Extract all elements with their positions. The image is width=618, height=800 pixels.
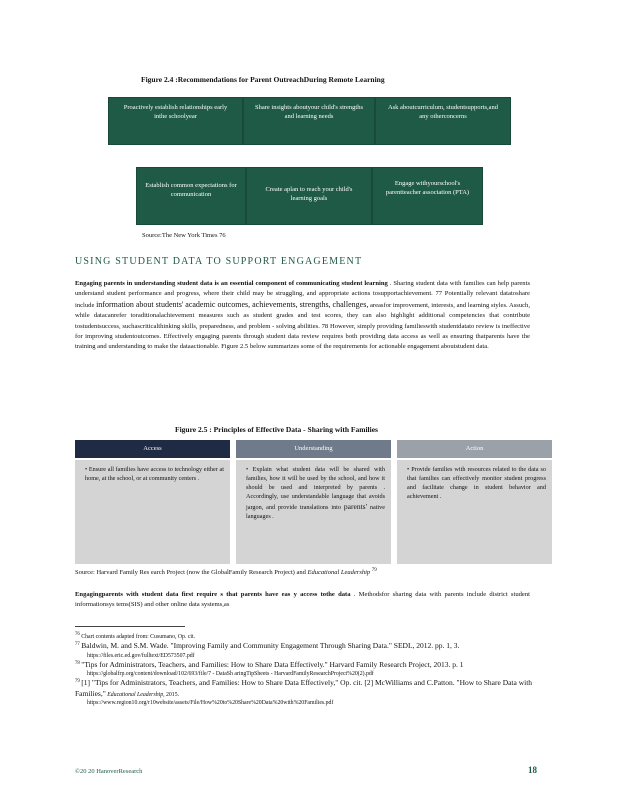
footnote-url[interactable]: https://files.eric.ed.gov/fulltext/ED573507.pdf: [87, 652, 195, 659]
column-body-understanding: [236, 460, 391, 564]
footnote: [75, 678, 535, 707]
footnote-citation: "Tips for Administrators, Teachers, and Families: How to Share Data Effectively." Harvard Family Research Project, 2013. p. 1: [81, 659, 464, 669]
paragraph-lead: Engagingparents with student data first require s that parents have eas y access tothe data: [75, 591, 351, 598]
column-header-understanding: Understanding: [236, 440, 391, 458]
footnote: [75, 660, 535, 679]
footnote-citation: Baldwin, M. and S.M. Wade. "Improving Family and Community Engagement Through Sharing Data." SEDL, 2012. pp. 1, 3.: [81, 641, 460, 651]
figure-2-4-box: Share insights aboutyour child's strengths and learning needs: [243, 97, 375, 145]
footnote-italic: Educational Leadership: [107, 691, 164, 698]
section-heading: USING STUDENT DATA TO SUPPORT ENGAGEMENT: [75, 256, 363, 267]
footer-copyright: ©20 20 HanoverResearch: [75, 768, 143, 775]
figure-2-4-box: Create aplan to reach your child's learning goals: [246, 167, 372, 225]
paragraph-text: . Sharing student data with families can help parents understand student performance and progress, where their child may be struggling, and appropriate actions tosupportachievement. 77 Potentially relevant datatoshare include: [75, 280, 531, 309]
footnote: [75, 632, 535, 641]
figure-2-5-source: [75, 568, 377, 576]
paragraph-emphasis: information about students' academic outcomes, achievements, strengths, challenges,: [96, 299, 369, 309]
footnote-tail: , 2015.: [163, 691, 180, 698]
footnote-number: 79: [75, 679, 80, 685]
column-header-access: Access: [75, 440, 230, 458]
footnote-divider: [75, 626, 185, 627]
column-header-action: Action: [397, 440, 552, 458]
figure-2-5-title: Figure 2.5 : Principles of Effective Data - Sharing with Families: [175, 425, 378, 434]
figure-2-4-box: Engage withyourschool's parentteacher association (PTA): [372, 167, 483, 225]
figure-2-4-box: Establish common expectations for communication: [136, 167, 246, 225]
figure-2-4-box: Ask aboutcurriculum, studentsupports,and any otherconcerns: [375, 97, 511, 145]
column-text: • Explain what student data will be shared with families, how it will be used by the school, and how it should be used and interpreted by parents . Accordingly, use understandable language that avoids jargon, and provide translations into: [246, 466, 385, 511]
column-text-emphasis: parents': [343, 501, 367, 511]
footnote-citation: [1] "Tips for Administrators, Teachers, and Families: How to Share Data Effectively," Op. cit. [2] McWilliams and C.Patton. "How to Share Data with Families,": [75, 678, 533, 698]
footnote-text: Chart contents adapted from: Cusumano, Op. cit.: [81, 633, 196, 640]
figure-2-4-title: Figure 2.4 :Recommendations for Parent OutreachDuring Remote Learning: [141, 75, 385, 84]
figure-2-4-source: Source:The New York Times 76: [142, 232, 226, 239]
footnote: [75, 641, 535, 660]
source-text: Source: Harvard Family Res earch Project (now the GlobalFamily Research Project) and: [75, 569, 306, 577]
paragraph-text: . Methodsfor sharing data with parents include district student informationsys tems(SIS) and other online data systems,as: [75, 591, 530, 609]
column-body-action: • Provide families with resources related to the data so that families can effectively monitor student progress and facilitate change in student behavior and achievement .: [397, 460, 552, 564]
footnote-number: 78: [75, 660, 80, 666]
body-paragraph: [75, 279, 530, 353]
footnotes: [75, 632, 535, 707]
paragraph-lead: Engaging parents in understanding student data is an essential component of communicating student learning: [75, 280, 388, 287]
footnote-url[interactable]: https://globalfrp.org/content/download/102/693/file/7 - DataSh aringTipSheets - HarvardFamilyResearchProject%20(2).pdf: [87, 671, 374, 678]
page-number: 18: [528, 765, 537, 775]
paragraph-text: areasfor improvement, interests, and learning styles. Assuch, while datacanrefer toraditionalachievement measures such as student grades and test scores, they can also highlight additional competencies that contribute tostudentsuccess, suchascriticalthinking skills, preparedness, and problem - solving abilities. 78 However, simply providing familieswith studentdatato review is ineffective for improving studentoutcomes. Effectively engaging parents through student data review requires both providing data access as well as ensuring thatparents have the training and understanding to make the dataactionable. Figure 2.5 below summarizes some of the requirements for actionable engagement aboutstudent data.: [75, 301, 531, 351]
footnote-url[interactable]: https://www.region10.org/r10website/assets/File/How%20to%20Share%20Data%20with%20Families.pdf: [87, 700, 334, 707]
source-italic: Educational Leadership: [307, 569, 371, 577]
column-body-access: • Ensure all families have access to technology either at home, at the school, or at community centers .: [75, 460, 230, 564]
column-text: native languages .: [246, 503, 385, 520]
footnote-number: 76: [75, 632, 80, 637]
footnote-number: 77: [75, 642, 80, 648]
source-footnote-ref: 79: [371, 568, 377, 573]
body-paragraph-2: [75, 590, 530, 611]
figure-2-4-box: Proactively establish relationships early inthe schoolyear: [108, 97, 243, 145]
